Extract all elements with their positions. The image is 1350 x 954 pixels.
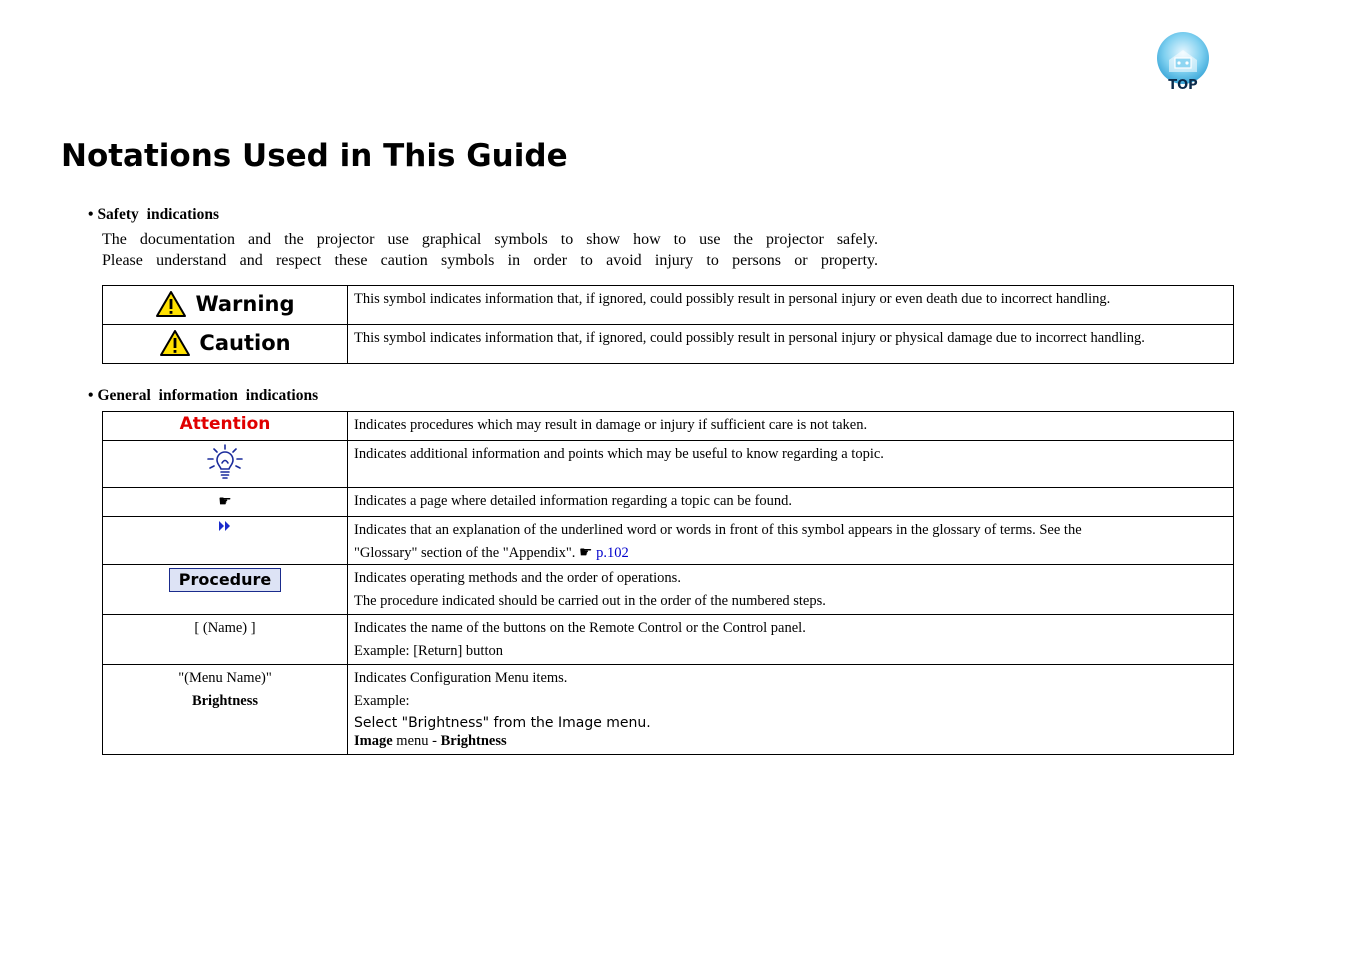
top-label: TOP [1168, 78, 1198, 93]
tip-description: Indicates additional information and points which may be useful to know regarding a topic. [348, 441, 1234, 488]
table-row [103, 517, 1234, 565]
general-heading: • General information indications [88, 387, 319, 404]
procedure-description: Indicates operating methods and the order of operations. The procedure indicated should be carried out in the order of the numbered steps. [348, 565, 1234, 615]
table-row [103, 615, 1234, 665]
table-row [103, 412, 1234, 441]
menu-name-label: "(Menu Name)" [178, 670, 272, 686]
page-title: Notations Used in This Guide [61, 138, 568, 174]
safety-heading: • Safety indications [88, 206, 219, 223]
safety-intro-line2: Please understand and respect these caution symbols in order to avoid injury to persons or property. [102, 252, 878, 269]
bullet-icon: • [88, 206, 94, 223]
safety-intro-line1: The documentation and the projector use graphical symbols to show how to use the projector safely. [102, 231, 878, 248]
table-row [103, 665, 1234, 755]
safety-intro [102, 229, 878, 271]
attention-label: Attention [179, 414, 271, 434]
glossary-description: Indicates that an explanation of the underlined word or words in front of this symbol appears in the glossary of terms. See the "Glossary" section of the "Appendix". ☛ p.102 [348, 517, 1234, 565]
table-row [103, 565, 1234, 615]
name-description: Indicates the name of the buttons on the Remote Control or the Control panel. Example: [Return] button [348, 615, 1234, 665]
general-table [102, 411, 1234, 755]
pointing-hand-icon: ☛ [218, 492, 232, 510]
warning-triangle-icon [155, 290, 187, 318]
menu-description: Indicates Configuration Menu items. Example: Select "Brightness" from the Image menu. Image menu - Brightness [348, 665, 1234, 755]
warning-description: This symbol indicates information that, if ignored, could possibly result in personal injury or even death due to incorrect handling. [348, 286, 1234, 325]
glossary-page-link[interactable]: p.102 [596, 545, 629, 561]
caution-description: This symbol indicates information that, if ignored, could possibly result in personal injury or physical damage due to incorrect handling. [348, 325, 1234, 364]
bullet-icon: • [88, 387, 94, 404]
warning-label: Warning [155, 286, 294, 320]
table-row [103, 488, 1234, 517]
caution-triangle-icon [159, 329, 191, 357]
top-button[interactable] [1154, 30, 1212, 94]
reference-description: Indicates a page where detailed information regarding a topic can be found. [348, 488, 1234, 517]
safety-table [102, 285, 1234, 364]
lightbulb-icon [205, 443, 245, 481]
caution-label: Caution [159, 325, 290, 359]
pointing-hand-icon: ☛ [579, 543, 593, 561]
double-arrow-icon [218, 520, 232, 532]
projector-top-icon [1154, 30, 1212, 94]
table-row [103, 286, 1234, 325]
table-row [103, 325, 1234, 364]
procedure-label: Procedure [169, 568, 282, 592]
brightness-label: Brightness [191, 693, 259, 709]
menu-example-sentence: Select "Brightness" from the Image menu. [354, 715, 651, 731]
name-label: [ (Name) ] [194, 620, 256, 636]
attention-description: Indicates procedures which may result in damage or injury if sufficient care is not taken. [348, 412, 1234, 441]
menu-example-path: Image menu - Brightness [354, 733, 507, 749]
table-row [103, 441, 1234, 488]
